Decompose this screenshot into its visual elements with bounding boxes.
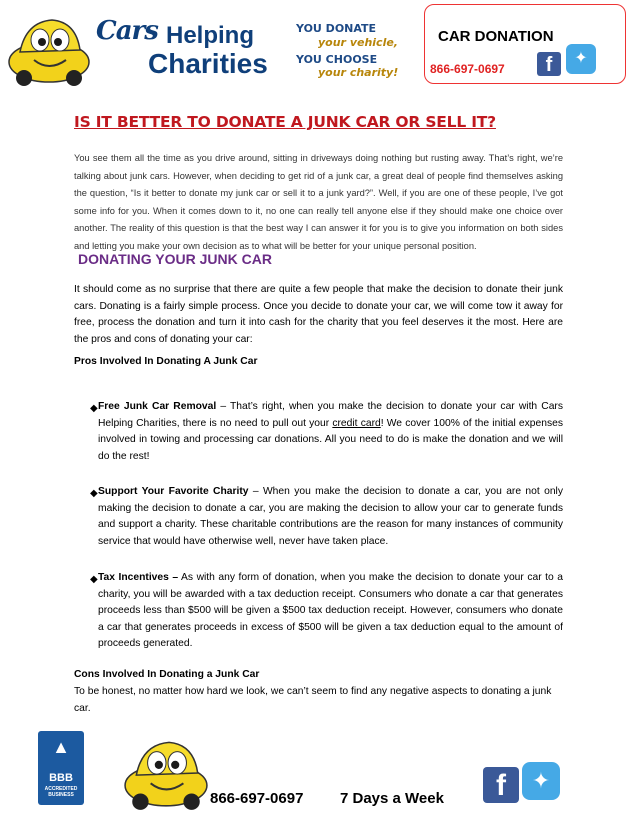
pro-item-2-title: Support Your Favorite Charity — [98, 486, 249, 497]
section-heading: DONATING YOUR JUNK CAR — [78, 251, 272, 267]
bullet-icon: ◆ — [90, 574, 98, 585]
cons-text: To be honest, no matter how hard we look, we can’t seem to find any negative aspects to donating a junk car. — [74, 686, 552, 714]
pro-item-3-text: As with any form of donation, when you make the decision to donate your car to a charity, you will be awarded with a tax deduction receipt. Consumers who donate a car that generates proceeds less than $500 will be given a $500 tax deduction receipt. However, consumers who donate a car that generates proceeds in excess of $500 will be given a tax deduction equal to the amount of proceeds generated. — [98, 572, 564, 649]
logo-word-helping: Helping — [166, 22, 254, 49]
footer-phone[interactable]: 866-697-0697 — [210, 790, 304, 807]
car-mascot-footer-icon — [122, 728, 210, 812]
section-paragraph: It should come as no surprise that there are quite a few people that make the decision to donate their junk cars. Donating is a fairly simple process. Once you decide to donate your car, we will come tow it away for free, process the donation and turn it into cash for the charity that you feel deserves it the most. Here are the pros and cons of donating your car: — [74, 284, 563, 345]
pro-item-3-title: Tax Incentives – — [98, 572, 179, 583]
pro-item-1 — [98, 399, 563, 465]
pro-item-2 — [98, 484, 563, 550]
twitter-icon[interactable]: ✦ — [522, 762, 560, 800]
facebook-icon[interactable]: f — [537, 52, 561, 76]
tagline-you-donate: YOU DONATE — [296, 22, 377, 35]
bullet-icon: ◆ — [90, 403, 98, 414]
logo-word-charities: Charities — [148, 48, 268, 79]
card-title: CAR DONATION — [438, 28, 554, 45]
tagline-your-vehicle: your vehicle, — [318, 36, 398, 49]
pro-item-3 — [98, 570, 563, 653]
footer-hours: 7 Days a Week — [340, 790, 444, 807]
tagline-you-choose: YOU CHOOSE — [296, 53, 378, 66]
intro-paragraph: You see them all the time as you drive around, sitting in driveways doing nothing but rusting away. That’s right, we’re talking about junk cars. However, when deciding to get rid of a junk car, a great deal of people find themselves asking the question, “Is it better to donate my junk car or sell it to a junk yard?”. Well, if you are one of these people, I’ve got some info for you. When it comes down to it, no one can really tell anyone else if they should make one choice over another. The reality of this question is that the best way I can answer it for you is to give you information on both sides and letting you make your own decision as to what will be better for your unique personal position. — [74, 153, 563, 251]
pro-item-1-title: Free Junk Car Removal — [98, 401, 217, 412]
card-phone[interactable]: 866-697-0697 — [430, 62, 505, 76]
bbb-torch-icon: ▲ — [52, 737, 70, 757]
pro-item-2-text: – When you make the decision to donate a car, you are not only making the decision to donate a car, you are making the decision to allow your car to generate funds and support a charity. These charitable contributions are the reason for many instances of community service that would have otherwise well, never have taken place. — [98, 486, 563, 547]
logo-word-cars: Cars — [96, 16, 158, 46]
cons-heading: Cons Involved In Donating a Junk Car — [74, 669, 260, 680]
pros-heading: Pros Involved In Donating A Junk Car — [74, 356, 258, 367]
article-title: IS IT BETTER TO DONATE A JUNK CAR OR SELL IT? — [74, 113, 496, 131]
tagline-your-charity: your charity! — [318, 66, 399, 79]
pro-item-1-text-b: ! We cover 100% of the initial expenses involved in towing and processing car donations. All you need to do is make the donation and we will do the rest! — [98, 417, 564, 462]
bbb-label: BBB — [49, 772, 73, 784]
car-mascot-logo-icon — [6, 6, 92, 88]
credit-card-link[interactable]: credit card — [332, 417, 381, 429]
pro-item-1-text-a: – That’s right, when you make the decision to donate your car with Cars Helping Charities, there is no need to pull out your — [98, 401, 564, 429]
facebook-icon[interactable]: f — [483, 767, 519, 803]
bbb-accredited-badge[interactable] — [38, 731, 84, 805]
bbb-sub-label: ACCREDITED BUSINESS — [44, 786, 78, 798]
bullet-icon: ◆ — [90, 488, 98, 499]
twitter-icon[interactable]: ✦ — [566, 44, 596, 74]
